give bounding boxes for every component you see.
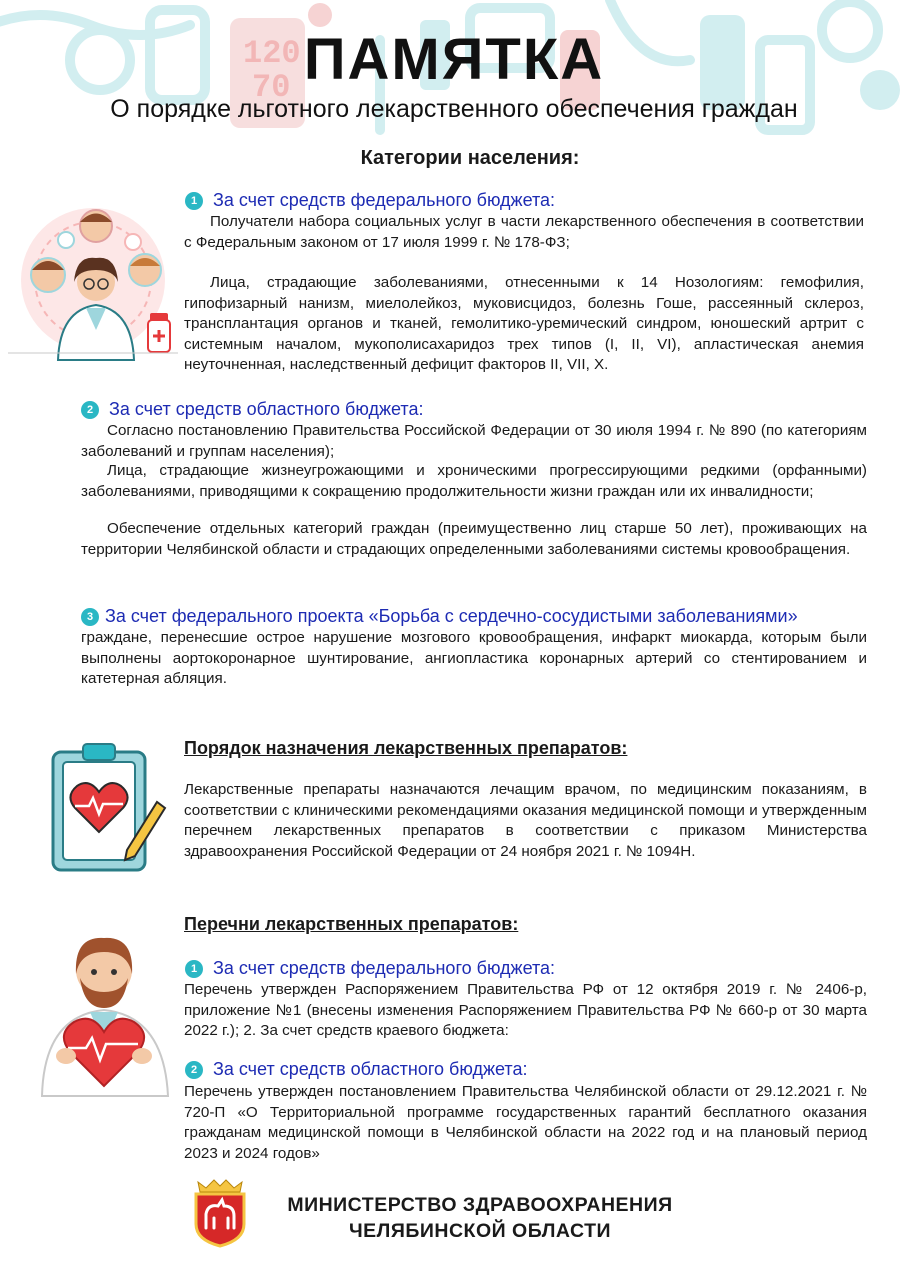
category-1-title (185, 190, 555, 211)
list-2-number-badge: 2 (185, 1061, 203, 1079)
category-3-number-badge: 3 (81, 608, 99, 626)
category-3-title (81, 606, 798, 627)
categories-heading: Категории населения: (360, 147, 580, 169)
list-1-title-text: За счет средств федерального бюджета: (213, 958, 556, 978)
category-2-paragraph-1: Согласно постановлению Правительства Российской Федерации от 30 июля 1994 г. № 890 (по категориям заболеваний и группам населения); (81, 422, 867, 460)
bg-pressure-top: 120 (243, 35, 301, 72)
doctor-holding-heart-illustration (38, 928, 173, 1098)
prescription-heading: Порядок назначения лекарственных препаратов: (184, 738, 628, 758)
category-2-number-badge: 2 (81, 401, 99, 419)
category-2-title (81, 399, 423, 420)
category-1-paragraph-2: Лица, страдающие заболеваниями, отнесенными к 14 Нозологиям: гемофилия, гипофизарный нанизм, миелолейкоз, муковисцидоз, болезнь Гоше, рассеянный склероз, трансплантация органов и тканей, гемолитико-уремический синдром, юношеский артрит с системным началом, мукополисахаридоз трех типов (I, II, VI), апластическая анемия неуточненная, наследственный дефицит факторов II, VII, X. (184, 274, 864, 373)
list-2-title-text: За счет средств областного бюджета: (213, 1059, 528, 1079)
page-title: ПАМЯТКА (303, 27, 605, 92)
category-3-title-text: За счет федерального проекта «Борьба с сердечно-сосудистыми заболеваниями» (105, 606, 798, 626)
list-2-text: Перечень утвержден постановлением Правительства Челябинской области от 29.12.2021 г. № 720-П «О Территориальной программе государственных гарантий бесплатного оказания гражданам медицинской помощи в Челябинской области на 2022 год и на плановый период 2023 и 2024 годов» (184, 1083, 867, 1162)
clipboard-heart-icon (45, 740, 170, 875)
prescription-text: Лекарственные препараты назначаются лечащим врачом, по медицинским показаниям, в соответствии с клиническими рекомендациями оказания медицинской помощи и утвержденным перечнем лекарственных препаратов в соответствии с приказом Министерства здравоохранения Российской Федерации от 24 ноября 2021 г. № 1094Н. (184, 781, 867, 860)
list-1-text: Перечень утвержден Распоряжением Правительства РФ от 12 октября 2019 г. № 2406-р, приложение №1 (внесены изменения Распоряжением Правительства РФ № 660-р от 30 марта 2022 г.); 2. За счет средств краевого бюджета: (184, 981, 867, 1039)
category-1-paragraph-1: Получатели набора социальных услуг в части лекарственного обеспечения в соответствии с Федеральным законом от 17 июля 1999 г. № 178-ФЗ; (184, 213, 864, 251)
category-2-paragraph-3: Обеспечение отдельных категорий граждан (преимущественно лиц старше 50 лет), проживающих на территории Челябинской области и страдающих определенными заболеваниями системы кровообращения. (81, 520, 867, 558)
doctor-with-patients-illustration (8, 200, 178, 370)
footer-line-2: ЧЕЛЯБИНСКОЙ ОБЛАСТИ (348, 1220, 612, 1242)
list-1-title (185, 958, 555, 979)
coat-of-arms-icon (192, 1178, 248, 1248)
category-1-number-badge: 1 (185, 192, 203, 210)
category-3-paragraph-1: граждане, перенесшие острое нарушение мозгового кровообращения, инфаркт миокарда, которым были выполнены аортокоронарное шунтирование, ангиопластика коронарных артерий со стентированием и катетерная абляция. (81, 629, 867, 687)
category-2-paragraph-2: Лица, страдающие жизнеугрожающими и хроническими прогрессирующими редкими (орфанными) заболеваниями, приводящими к сокращению продолжительности жизни граждан или их инвалидности; (81, 462, 867, 500)
category-1-title-text: За счет средств федерального бюджета: (213, 190, 556, 210)
page-subtitle: О порядке льготного лекарственного обеспечения граждан (110, 95, 798, 123)
category-2-title-text: За счет средств областного бюджета: (109, 399, 424, 419)
bg-pressure-bottom: 70 (252, 69, 291, 106)
footer-ministry (250, 1192, 710, 1244)
list-2-title (185, 1059, 527, 1080)
list-1-number-badge: 1 (185, 960, 203, 978)
lists-heading: Перечни лекарственных препаратов: (184, 914, 519, 934)
footer-line-1: МИНИСТЕРСТВО ЗДРАВООХРАНЕНИЯ (287, 1194, 673, 1216)
